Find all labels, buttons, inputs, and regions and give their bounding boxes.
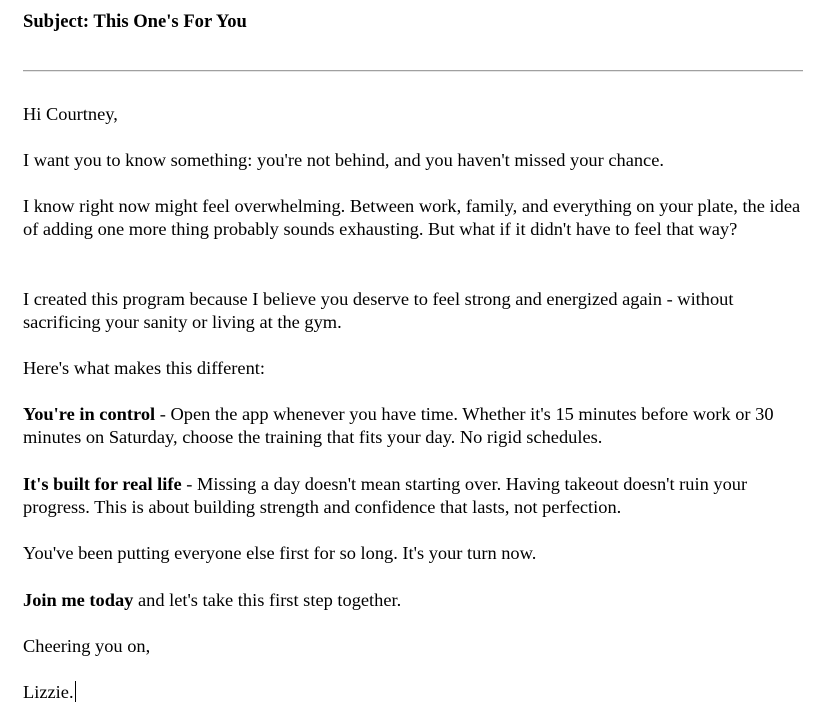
text-cursor [75, 681, 76, 702]
point-2 [23, 473, 808, 519]
call-to-action [23, 589, 808, 612]
point-1-heading: You're in control [23, 404, 156, 424]
cta-heading: Join me today [23, 590, 134, 610]
point-2-heading: It's built for real life [23, 474, 182, 494]
point-2-text: - Missing a day doesn't mean starting over. Having takeout doesn't ruin your progress. This is about building strength and confidence that lasts, not perfection. [23, 474, 748, 517]
signoff: Cheering you on, [23, 636, 151, 656]
paragraph-1: I want you to know something: you're not behind, and you haven't missed your chance. [23, 150, 664, 170]
paragraph-5: You've been putting everyone else first for so long. It's your turn now. [23, 543, 537, 563]
point-1-text: - Open the app whenever you have time. Whether it's 15 minutes before work or 30 minutes on Saturday, choose the training that fits your day. No rigid schedules. [23, 404, 774, 447]
paragraph-2: I know right now might feel overwhelming. Between work, family, and everything on your plate, the idea of adding one more thing probably sounds exhausting. But what if it didn't have to feel that way? [23, 196, 801, 239]
paragraph-3: I created this program because I believe you deserve to feel strong and energized again - without sacrificing your sanity or living at the gym. [23, 289, 734, 332]
signature: Lizzie. [23, 682, 74, 702]
email-subject: Subject: This One's For You [23, 11, 247, 32]
point-1 [23, 403, 808, 449]
paragraph-4: Here's what makes this different: [23, 358, 265, 378]
cta-text: and let's take this first step together. [133, 590, 402, 610]
signature-line [23, 681, 808, 704]
horizontal-divider [23, 70, 803, 72]
greeting: Hi Courtney, [23, 104, 118, 124]
